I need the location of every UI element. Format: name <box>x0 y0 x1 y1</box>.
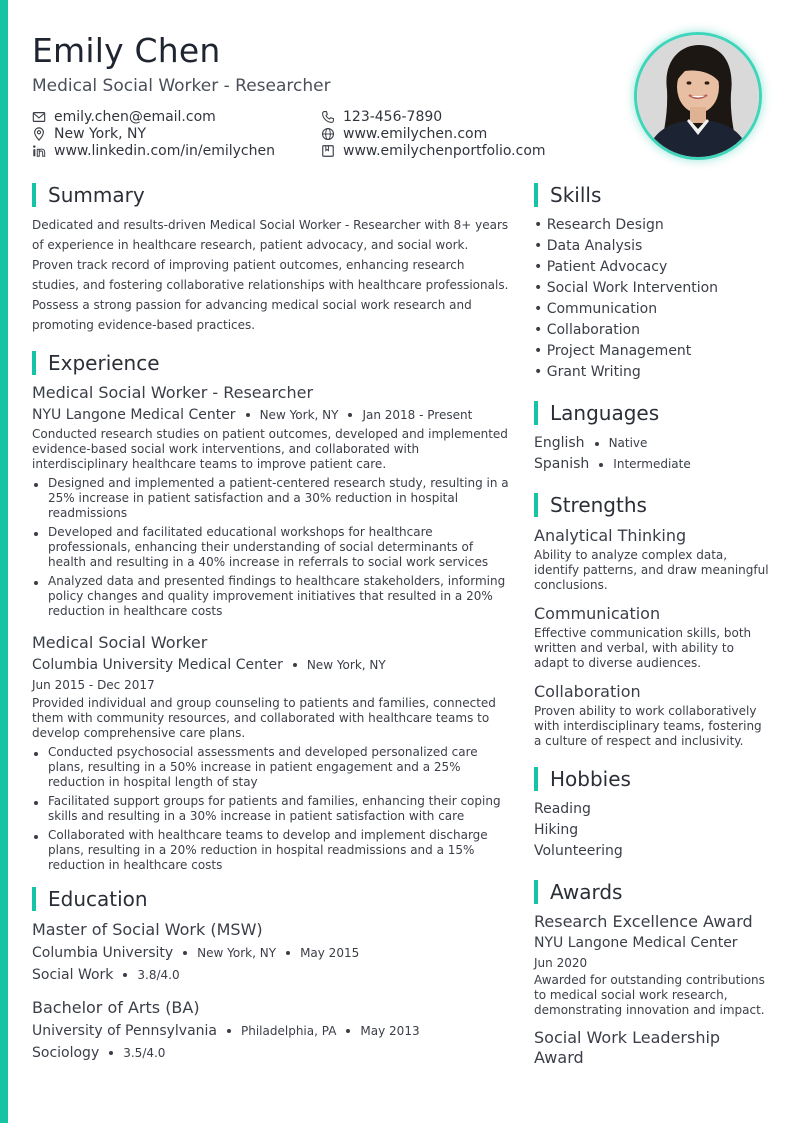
language-level: Native <box>608 436 648 450</box>
separator-dot <box>183 951 187 955</box>
contact-portfolio[interactable] <box>321 142 591 159</box>
education-field <box>32 1043 512 1063</box>
hobby-item: Hiking <box>534 822 579 838</box>
contact-linkedin[interactable] <box>32 142 321 159</box>
school-location: Philadelphia, PA <box>241 1024 337 1038</box>
list-item: Analyzed data and presented findings to healthcare stakeholders, informing policy changes and quality improvement initiatives that resulted in a 20% reduction in healthcare costs <box>32 574 512 619</box>
section-title: Experience <box>48 351 160 375</box>
globe-icon <box>321 127 335 141</box>
language-name: Spanish <box>534 456 590 472</box>
award-date: Jun 2020 <box>534 956 588 970</box>
skill-item: • Project Management <box>534 341 762 362</box>
list-item: Developed and facilitated educational workshops for healthcare professionals, enhancing their understanding of social determinants of health and resulting in a 40% increase in referrals to social work services <box>32 525 512 570</box>
gpa: 3.8/4.0 <box>137 968 180 982</box>
section-title: Strengths <box>550 493 647 517</box>
phone-icon <box>321 110 335 124</box>
list-item: Conducted psychosocial assessments and developed personalized care plans, resulting in a 50% increase in patient engagement and a 25% reduction in hospital length of stay <box>32 745 512 790</box>
job-location: New York, NY <box>259 408 339 422</box>
job-entry <box>32 633 512 873</box>
job-title: Medical Social Worker - Researcher <box>32 383 314 402</box>
section-title: Hobbies <box>550 767 631 791</box>
separator-dot <box>286 951 290 955</box>
envelope-icon <box>32 110 46 124</box>
strength-title: Communication <box>534 604 661 623</box>
school-name: University of Pennsylvania <box>32 1023 217 1039</box>
list-item: Collaborated with healthcare teams to develop and implement discharge plans, resulting in a 20% reduction in hospital readmissions and a 15% reduction in healthcare costs <box>32 828 512 873</box>
separator-dot <box>246 413 250 417</box>
separator-dot <box>123 973 127 977</box>
skill-item: • Data Analysis <box>534 236 762 257</box>
strength-description: Effective communication skills, both written and verbal, with ability to adapt to diverse audiences. <box>534 626 752 670</box>
hobby-item: Volunteering <box>534 843 623 859</box>
list-item: Facilitated support groups for patients and families, enhancing their coping skills and resulting in a 30% increase in patient satisfaction with care <box>32 794 512 824</box>
strength-item <box>534 603 770 671</box>
separator-dot <box>348 413 352 417</box>
contact-phone[interactable] <box>321 108 591 125</box>
graduation-date: May 2013 <box>360 1024 420 1038</box>
skill-item: • Research Design <box>534 215 762 236</box>
skills-section-header <box>534 183 770 207</box>
section-accent <box>534 401 538 425</box>
award-title: Research Excellence Award <box>534 912 753 931</box>
portfolio-text: www.emilychenportfolio.com <box>343 142 546 159</box>
linkedin-icon <box>32 144 46 158</box>
school-location: New York, NY <box>197 946 277 960</box>
language-item <box>534 454 770 475</box>
strength-title: Analytical Thinking <box>534 526 687 545</box>
skill-item: • Social Work Intervention <box>534 278 762 299</box>
portfolio-icon <box>321 144 335 158</box>
job-description: Provided individual and group counseling to patients and families, connected them with community resources, and collaborated with healthcare teams to develop comprehensive care plans. <box>32 696 496 740</box>
strength-item <box>534 681 770 749</box>
job-achievements <box>32 745 512 873</box>
languages-list <box>534 433 770 475</box>
website-text: www.emilychen.com <box>343 125 488 142</box>
section-accent <box>534 767 538 791</box>
job-achievements <box>32 476 512 619</box>
job-description: Conducted research studies on patient outcomes, developed and implemented evidence-based social work interventions, and collaborated with interdisciplinary healthcare teams to improve patient care. <box>32 427 508 471</box>
education-field <box>32 965 512 985</box>
separator-dot <box>227 1029 231 1033</box>
language-level: Intermediate <box>613 457 691 471</box>
awards-section-header <box>534 880 770 904</box>
resume-header <box>32 30 632 97</box>
side-column <box>534 183 770 1078</box>
school-name: Columbia University <box>32 945 174 961</box>
contact-website[interactable] <box>321 125 591 142</box>
job-dates: Jan 2018 - Present <box>362 408 473 422</box>
skill-item: • Patient Advocacy <box>534 257 762 278</box>
skill-item: • Communication <box>534 299 657 320</box>
degree-title: Master of Social Work (MSW) <box>32 920 263 939</box>
award-item <box>534 1028 770 1068</box>
strength-description: Proven ability to work collaboratively with interdisciplinary teams, fostering a culture of respect and inclusivity. <box>534 704 762 748</box>
job-meta <box>32 405 512 425</box>
main-column <box>32 183 512 1075</box>
section-accent <box>32 351 36 375</box>
section-title: Awards <box>550 880 623 904</box>
education-meta <box>32 943 512 963</box>
experience-section-header <box>32 351 512 375</box>
candidate-title: Medical Social Worker - Researcher <box>32 76 331 96</box>
education-meta <box>32 1021 512 1041</box>
linkedin-text: www.linkedin.com/in/emilychen <box>54 142 275 159</box>
job-entry <box>32 383 512 619</box>
section-accent <box>534 880 538 904</box>
gpa: 3.5/4.0 <box>123 1046 166 1060</box>
contact-info <box>32 108 592 159</box>
skill-item: • Grant Writing <box>534 362 762 383</box>
candidate-name: Emily Chen <box>32 31 221 70</box>
job-location: New York, NY <box>306 658 386 672</box>
award-title: Social Work Leadership Award <box>534 1028 721 1067</box>
section-accent <box>534 493 538 517</box>
strength-item <box>534 525 770 593</box>
field-of-study: Sociology <box>32 1045 100 1061</box>
location-pin-icon <box>32 127 46 141</box>
job-dates: Jun 2015 - Dec 2017 <box>32 678 155 692</box>
strength-title: Collaboration <box>534 682 641 701</box>
list-item: Designed and implemented a patient-centered research study, resulting in a 25% increase in patient satisfaction and a 30% reduction in hospital readmissions <box>32 476 512 521</box>
summary-section-header <box>32 183 512 207</box>
section-title: Education <box>48 887 148 911</box>
summary-text: Dedicated and results-driven Medical Social Worker - Researcher with 8+ years of experience in healthcare research, patient advocacy, and social work. Proven track record of improving patient outcomes, enhancing research studies, and fostering collaborative relationships with healthcare professionals. Possess a strong passion for advancing medical social work research and promoting evidence-based practices. <box>32 218 509 332</box>
phone-text: 123-456-7890 <box>343 108 443 125</box>
job-title: Medical Social Worker <box>32 633 208 652</box>
profile-photo <box>634 32 762 160</box>
section-accent <box>534 183 538 207</box>
section-accent <box>32 887 36 911</box>
accent-bar <box>0 0 8 1123</box>
separator-dot <box>346 1029 350 1033</box>
section-title: Summary <box>48 183 145 207</box>
education-entry <box>32 997 512 1063</box>
separator-dot <box>109 1051 113 1055</box>
contact-location <box>32 125 321 142</box>
strengths-section-header <box>534 493 770 517</box>
award-item <box>534 912 770 1018</box>
graduation-date: May 2015 <box>300 946 360 960</box>
email-text: emily.chen@email.com <box>54 108 216 125</box>
award-description: Awarded for outstanding contributions to medical social work research, demonstrating innovation and impact. <box>534 973 765 1017</box>
section-accent <box>32 183 36 207</box>
education-entry <box>32 919 512 985</box>
separator-dot <box>595 442 599 446</box>
strength-description: Ability to analyze complex data, identify patterns, and draw meaningful conclusions. <box>534 548 769 592</box>
field-of-study: Social Work <box>32 967 114 983</box>
language-item <box>534 433 770 454</box>
education-section-header <box>32 887 512 911</box>
hobbies-section-header <box>534 767 770 791</box>
separator-dot <box>599 463 603 467</box>
language-name: English <box>534 435 585 451</box>
hobbies-list <box>534 799 770 862</box>
skills-list <box>534 215 770 383</box>
job-meta <box>32 655 512 675</box>
contact-email[interactable] <box>32 108 321 125</box>
location-text: New York, NY <box>54 125 147 142</box>
hobby-item: Reading <box>534 801 591 817</box>
section-title: Skills <box>550 183 602 207</box>
separator-dot <box>293 663 297 667</box>
job-org: Columbia University Medical Center <box>32 657 283 673</box>
skill-item: • Collaboration <box>534 320 640 341</box>
award-organization: NYU Langone Medical Center <box>534 935 738 951</box>
avatar <box>637 35 759 157</box>
section-title: Languages <box>550 401 660 425</box>
languages-section-header <box>534 401 770 425</box>
job-org: NYU Langone Medical Center <box>32 407 236 423</box>
degree-title: Bachelor of Arts (BA) <box>32 998 200 1017</box>
